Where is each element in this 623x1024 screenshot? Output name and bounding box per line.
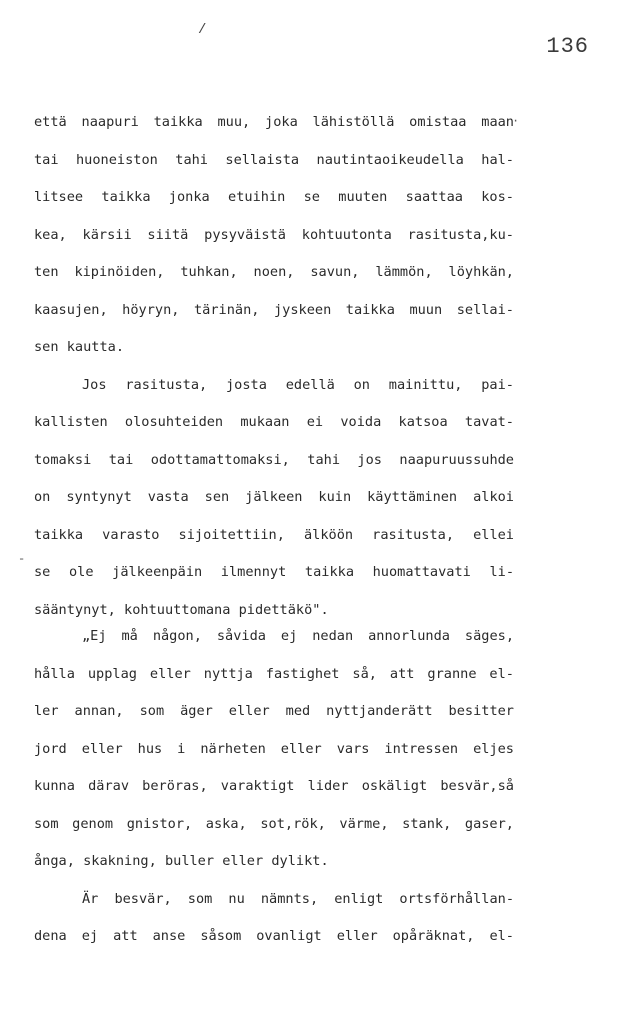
text-line: kaasujen, höyryn, tärinän, jyskeen taikka muun sellai- xyxy=(34,301,514,318)
text-line: kea, kärsii siitä pysyväistä kohtuutonta rasitusta,ku- xyxy=(34,226,514,243)
text-line: som genom gnistor, aska, sot,rök, värme, stank, gaser, xyxy=(34,815,514,832)
swedish-text-block xyxy=(34,618,514,956)
text-line: tai huoneiston tahi sellaista nautintaoikeudella hal- xyxy=(34,151,514,168)
finnish-text-block xyxy=(34,104,514,629)
text-line: litsee taikka jonka etuihin se muuten saattaa kos- xyxy=(34,189,514,205)
text-line: dena ej att anse såsom ovanligt eller opåräknat, el- xyxy=(34,928,514,944)
text-line: jord eller hus i närheten eller vars intressen eljes xyxy=(34,740,514,757)
text-line: ler annan, som äger eller med nyttjanderätt besitter xyxy=(34,703,514,719)
text-line: Är besvär, som nu nämnts, enligt ortsförhållan- xyxy=(82,890,514,907)
text-line: taikka varasto sijoitettiin, älköön rasitusta, ellei xyxy=(34,526,514,543)
text-line: että naapuri taikka muu, joka lähistöllä omistaa maan xyxy=(34,114,514,130)
pencil-tick-mark: / xyxy=(198,22,207,38)
margin-dash-mark: - xyxy=(18,552,26,566)
margin-dot-mark: · xyxy=(512,114,520,128)
page-number: 136 xyxy=(546,34,589,59)
text-line: se ole jälkeenpäin ilmennyt taikka huomattavati li- xyxy=(34,564,514,580)
text-line: on syntynyt vasta sen jälkeen kuin käyttäminen alkoi xyxy=(34,489,514,505)
text-line: sääntynyt, kohtuuttomana pidettäkö". xyxy=(34,601,329,618)
text-line: hålla upplag eller nyttja fastighet så, att granne el- xyxy=(34,665,514,682)
text-line: sen kautta. xyxy=(34,339,125,355)
text-line: tomaksi tai odottamattomaksi, tahi jos naapuruussuhde xyxy=(34,451,514,468)
text-line: kunna därav beröras, varaktigt lider oskäligt besvär,så xyxy=(34,778,514,794)
text-line: ånga, skakning, buller eller dylikt. xyxy=(34,853,329,869)
text-line: kallisten olosuhteiden mukaan ei voida katsoa tavat- xyxy=(34,414,514,430)
text-line: ten kipinöiden, tuhkan, noen, savun, lämmön, löyhkän, xyxy=(34,264,514,280)
text-line: Jos rasitusta, josta edellä on mainittu, pai- xyxy=(82,376,514,393)
text-line: „Ej må någon, såvida ej nedan annorlunda säges, xyxy=(82,628,514,644)
